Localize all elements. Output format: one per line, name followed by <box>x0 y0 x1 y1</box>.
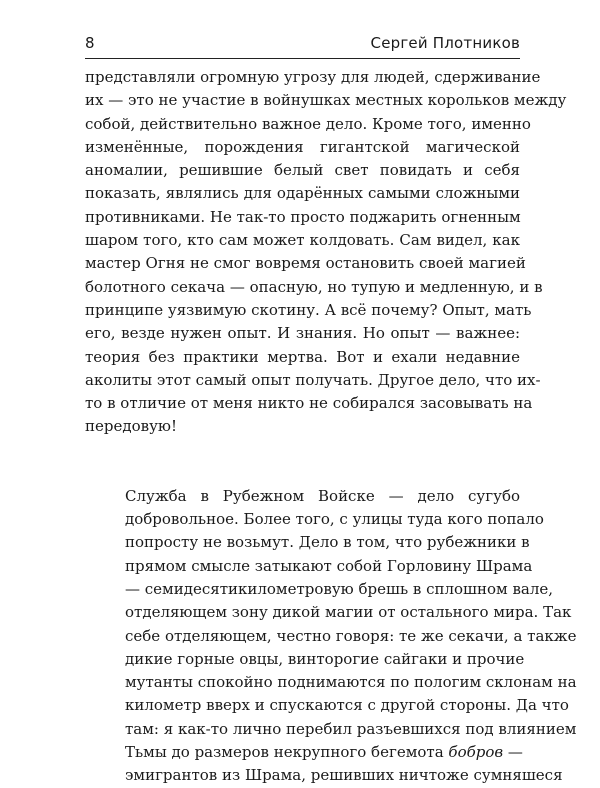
text-line: их — это не участие в войнушках местных корольков между <box>85 91 567 110</box>
paragraph-1 <box>85 66 567 439</box>
text-line: противниками. Не так-то просто поджарить огненным <box>85 207 521 226</box>
text-line: прямом смысле затыкают собой Горловину Шрама <box>125 556 533 575</box>
text-line: болотного секача — опасную, но тупую и медленную, и в <box>85 277 543 296</box>
text-line: аномалии, решившие белый свет повидать и себя <box>85 161 520 180</box>
text-line: его, везде нужен опыт. И знания. Но опыт — важнее: <box>85 324 520 343</box>
text-line: там: я как-то лично перебил разъевшихся под влиянием <box>125 719 577 738</box>
text-line: мутанты спокойно поднимаются по пологим склонам на <box>125 673 577 692</box>
text-line: себе отделяющем, честно говоря: те же секачи, а также <box>125 626 577 645</box>
page-number: 8 <box>85 34 95 52</box>
text-line: добровольное. Более того, с улицы туда кого попало <box>125 510 544 529</box>
text-line: собой, действительно важное дело. Кроме того, именно <box>85 114 531 133</box>
author-name: Сергей Плотников <box>370 34 520 52</box>
text-line: дикие горные овцы, винторогие сайгаки и прочие <box>125 649 525 668</box>
text-line: — семидесятикилометровую брешь в сплошном вале, <box>125 579 554 598</box>
text-segment: — <box>503 743 523 762</box>
italic-word: бобров <box>448 743 504 762</box>
body-text <box>85 66 577 788</box>
text-line: попросту не возьмут. Дело в том, что рубежники в <box>125 533 530 552</box>
text-line: принципе уязвимую скотину. А всё почему? Опыт, мать <box>85 300 532 319</box>
text-line: мастер Огня не смог вовремя остановить своей магией <box>85 254 526 273</box>
running-header <box>85 30 520 59</box>
text-line: эмигрантов из Шрама, решивших ничтоже сумняшеся <box>125 766 563 785</box>
text-line-with-italic <box>85 741 523 764</box>
text-line: отделяющем зону дикой магии от остального мира. Так <box>125 603 572 622</box>
text-line: передовую! <box>85 417 177 436</box>
text-line: теория без практики мертва. Вот и ехали недавние <box>85 347 520 366</box>
text-line: километр вверх и спускаются с другой стороны. Да что <box>125 696 569 715</box>
text-line: представляли огромную угрозу для людей, сдерживание <box>85 68 541 86</box>
paragraph-2 <box>85 485 577 788</box>
text-line: Служба в Рубежном Войске — дело сугубо <box>125 486 520 505</box>
text-line: показать, являлись для одарённых самыми сложными <box>85 184 520 203</box>
text-line: изменённые, порождения гигантской магической <box>85 137 520 156</box>
text-line: то в отличие от меня никто не собирался засовывать на <box>85 394 533 413</box>
text-line: шаром того, кто сам может колдовать. Сам видел, как <box>85 231 520 250</box>
text-segment: Тьмы до размеров некрупного бегемота <box>125 743 449 762</box>
text-line: аколиты этот самый опыт получать. Другое дело, что их- <box>85 370 541 389</box>
